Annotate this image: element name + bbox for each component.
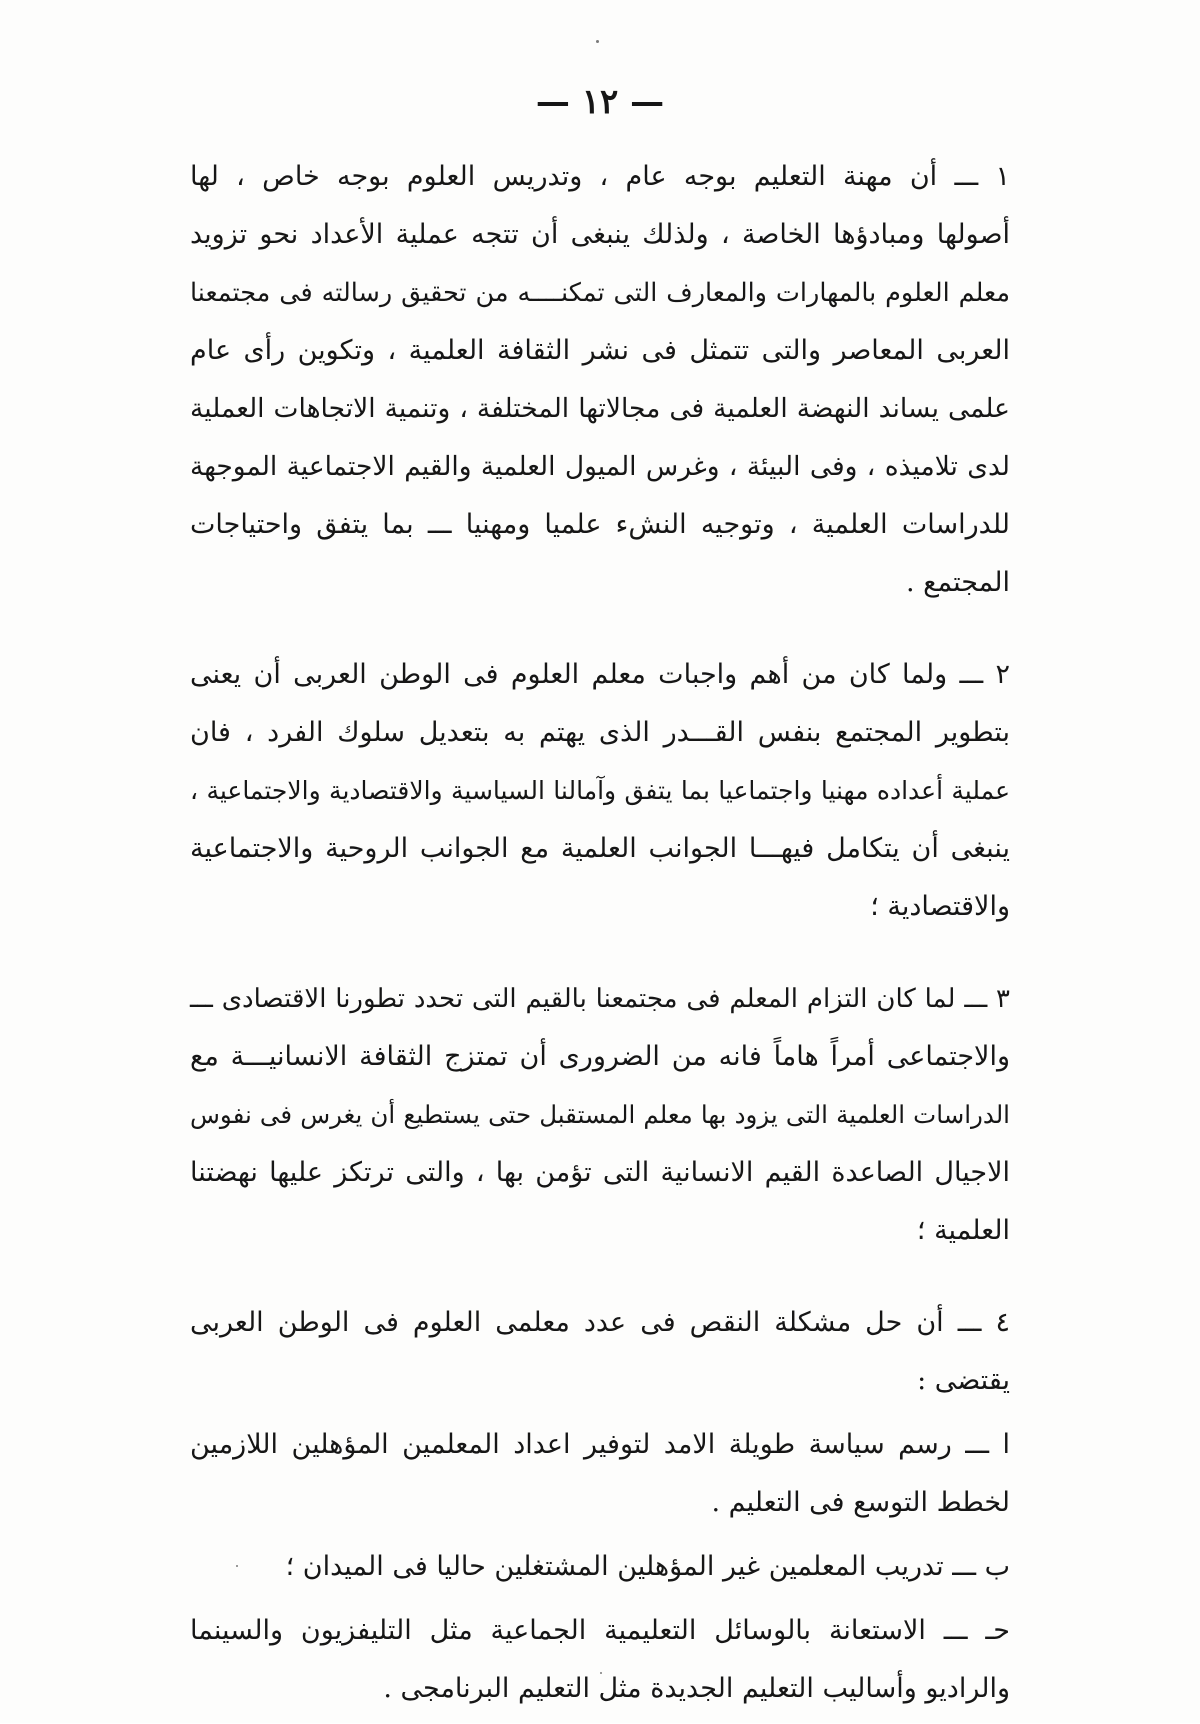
text-line: معلم العلوم بالمهارات والمعارف التى تمكنــــه من تحقيق رسالته فى مجتمعنا bbox=[190, 278, 1010, 308]
text-line: والاجتماعى أمراً هاماً فانه من الضرورى أن تمتزج الثقافة الانسانيـــة مع bbox=[190, 1041, 1010, 1072]
text-line: ب ـــ تدريب المعلمين غير المؤهلين المشتغلين حاليا فى الميدان ؛ bbox=[285, 1551, 1010, 1582]
text-line: للدراسات العلمية ، وتوجيه النشء علميا ومهنيا ـــ بما يتفق واحتياجات bbox=[190, 509, 1010, 540]
page-number: — ١٢ — bbox=[535, 82, 665, 122]
text-line: بتطوير المجتمع بنفس القـــدر الذى يهتم به بتعديل سلوك الفرد ، فان bbox=[190, 717, 1010, 748]
text-line: يقتضى : bbox=[917, 1365, 1010, 1396]
text-line: العلمية ؛ bbox=[916, 1215, 1010, 1246]
text-line: ٣ ـــ لما كان التزام المعلم فى مجتمعنا بالقيم التى تحدد تطورنا الاقتصادى ـــ bbox=[190, 984, 1010, 1014]
text-line: والراديو وأساليب التعليم الجديدة مثل التعليم البرنامجى . bbox=[383, 1673, 1010, 1704]
paragraph-1 bbox=[190, 148, 1010, 612]
text-line: الدراسات العلمية التى يزود بها معلم المستقبل حتى يستطيع أن يغرس فى نفوس bbox=[190, 1100, 1010, 1129]
text-line: المجتمع . bbox=[905, 567, 1010, 598]
text-line: العربى المعاصر والتى تتمثل فى نشر الثقافة العلمية ، وتكوين رأى عام bbox=[190, 335, 1010, 366]
text-line: ينبغى أن يتكامل فيهـــا الجوانب العلمية مع الجوانب الروحية والاجتماعية bbox=[190, 833, 1010, 864]
text-line: عملية أعداده مهنيا واجتماعيا بما يتفق وآمالنا السياسية والاقتصادية والاجتماعية ، bbox=[190, 776, 1010, 805]
paragraph-3 bbox=[190, 970, 1010, 1260]
text-line: ١ ـــ أن مهنة التعليم بوجه عام ، وتدريس العلوم بوجه خاص ، لها bbox=[190, 161, 1010, 192]
scan-speck bbox=[596, 40, 599, 43]
list-item-c bbox=[190, 1602, 1010, 1718]
text-line: أصولها ومبادؤها الخاصة ، ولذلك ينبغى أن تتجه عملية الأعداد نحو تزويد bbox=[190, 219, 1010, 250]
text-line: لدى تلاميذه ، وفى البيئة ، وغرس الميول العلمية والقيم الاجتماعية الموجهة bbox=[190, 451, 1010, 482]
text-line: الاجيال الصاعدة القيم الانسانية التى تؤمن بها ، والتى ترتكز عليها نهضتنا bbox=[190, 1157, 1010, 1188]
text-line: ٢ ـــ ولما كان من أهم واجبات معلم العلوم فى الوطن العربى أن يعنى bbox=[190, 659, 1010, 690]
text-line: ٤ ـــ أن حل مشكلة النقص فى عدد معلمى العلوم فى الوطن العربى bbox=[190, 1307, 1010, 1338]
paragraph-2 bbox=[190, 646, 1010, 936]
text-line: لخطط التوسع فى التعليم . bbox=[711, 1487, 1010, 1518]
text-line: علمى يساند النهضة العلمية فى مجالاتها المختلفة ، وتنمية الاتجاهات العملية bbox=[190, 393, 1010, 424]
text-line: ا ـــ رسم سياسة طويلة الامد لتوفير اعداد المعلمين المؤهلين اللازمين bbox=[190, 1429, 1010, 1460]
text-line: والاقتصادية ؛ bbox=[870, 891, 1010, 922]
text-line: حـ ـــ الاستعانة بالوسائل التعليمية الجماعية مثل التليفزيون والسينما bbox=[190, 1615, 1010, 1646]
list-item-b bbox=[190, 1538, 1010, 1596]
list-item-a bbox=[190, 1416, 1010, 1532]
text-body bbox=[190, 148, 1010, 1724]
paragraph-4 bbox=[190, 1294, 1010, 1410]
